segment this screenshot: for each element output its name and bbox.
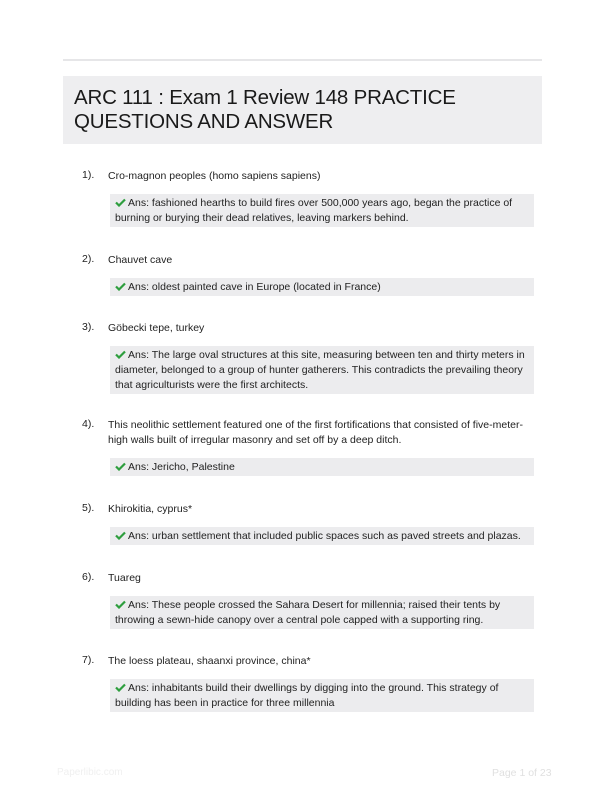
answer-text: Ans: oldest painted cave in Europe (located in France) (128, 281, 381, 293)
question-text: Chauvet cave (108, 254, 173, 266)
question-number: 1). (82, 169, 95, 181)
check-icon (115, 600, 126, 609)
answer-text: Ans: inhabitants build their dwellings by digging into the ground. This strategy of building has been in practice for three millennia (115, 682, 499, 709)
answer-text: Ans: The large oval structures at this site, measuring between ten and thirty meters in diameter, belonged to a group of hunter gatherers. This contradicts the prevailing theory that agriculturists were the first architects. (115, 349, 525, 391)
question-item (82, 169, 534, 227)
question-text: Khirokitia, cyprus* (108, 503, 193, 515)
question-item (82, 253, 534, 296)
answer-text: Ans: fashioned hearths to build fires over 500,000 years ago, began the practice of burning or burying their dead relatives, leaving markers behind. (115, 197, 513, 224)
answer-box (110, 458, 534, 476)
question-text: Tuareg (108, 572, 141, 584)
answer-text: Ans: These people crossed the Sahara Desert for millennia; raised their tents by throwing a sewn-hide canopy over a central pole capped with a supporting ring. (115, 599, 501, 626)
answer-box (110, 278, 534, 296)
question-item (82, 502, 534, 545)
check-icon (115, 462, 126, 471)
document-title: ARC 111 : Exam 1 Review 148 PRACTICE QUESTIONS AND ANSWER (74, 86, 456, 133)
answer-box (110, 346, 534, 394)
question-item (82, 654, 534, 712)
question-text: Göbecki tepe, turkey (108, 322, 205, 334)
check-icon (115, 350, 126, 359)
footer-site: Paperlibic.com (57, 767, 123, 778)
answer-box (110, 596, 534, 629)
question-number: 3). (82, 321, 95, 333)
title-banner (63, 76, 542, 144)
question-item (82, 321, 534, 394)
question-number: 4). (82, 418, 95, 430)
question-text: Cro-magnon peoples (homo sapiens sapiens) (108, 170, 321, 182)
page-indicator: Page 1 of 23 (492, 767, 552, 779)
answer-box (110, 679, 534, 712)
question-number: 7). (82, 654, 95, 666)
question-text: This neolithic settlement featured one of the first fortifications that consisted of five-meter-high walls built of irregular masonry and set off by a deep ditch. (108, 419, 523, 446)
question-number: 5). (82, 502, 95, 514)
question-number: 6). (82, 571, 95, 583)
check-icon (115, 531, 126, 540)
top-divider (63, 59, 542, 61)
question-text: The loess plateau, shaanxi province, china* (108, 655, 311, 667)
check-icon (115, 198, 126, 207)
answer-box (110, 194, 534, 227)
answer-text: Ans: urban settlement that included public spaces such as paved streets and plazas. (128, 530, 521, 542)
check-icon (115, 282, 126, 291)
question-item (82, 571, 534, 629)
answer-text: Ans: Jericho, Palestine (128, 461, 235, 473)
question-number: 2). (82, 253, 95, 265)
check-icon (115, 683, 126, 692)
question-item (82, 418, 534, 476)
answer-box (110, 527, 534, 545)
